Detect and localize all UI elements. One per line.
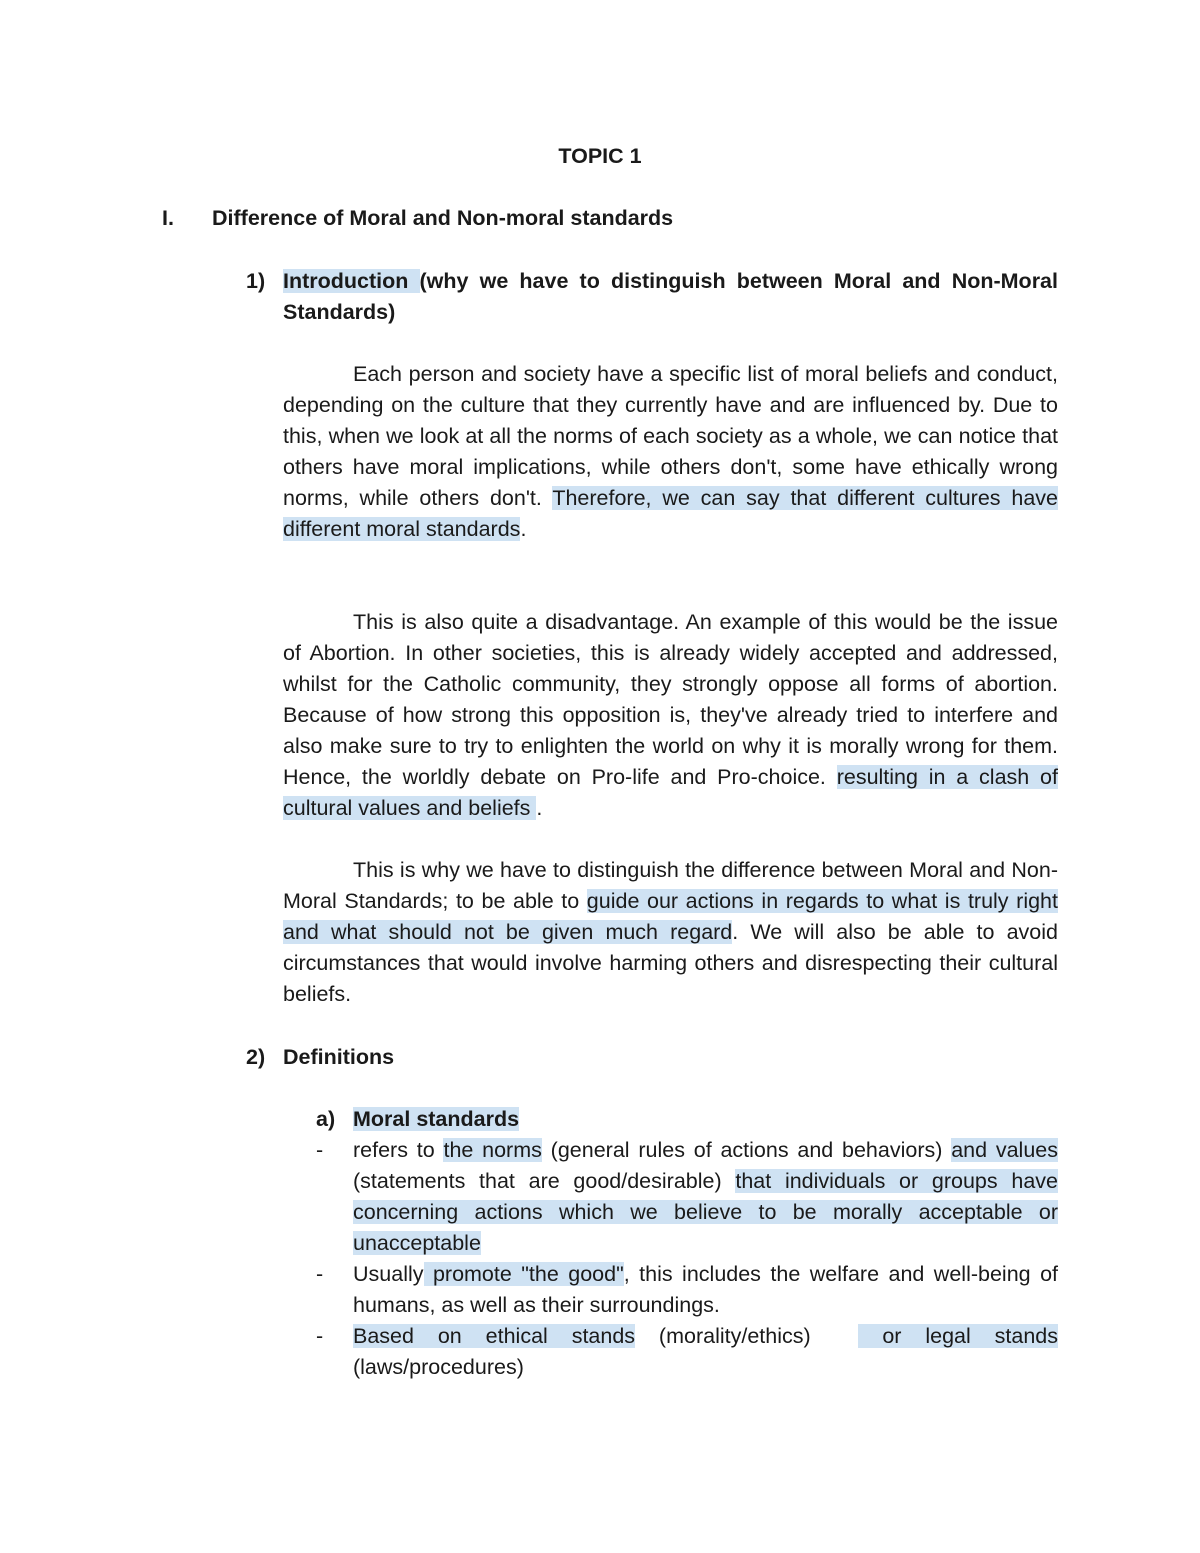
moral-standards-title: Moral standards bbox=[353, 1107, 520, 1131]
highlighted-text: resulting in a clash of cultural values and beliefs bbox=[283, 765, 1058, 820]
intro-heading bbox=[246, 266, 1058, 328]
list-item bbox=[316, 1321, 1058, 1383]
section-title: Difference of Moral and Non-moral standards bbox=[212, 206, 674, 230]
intro-number: 1) bbox=[246, 269, 266, 293]
highlighted-text: guide our actions in regards to what is truly right and what should not be given much regard bbox=[283, 889, 1058, 944]
highlighted-text: or legal stands bbox=[858, 1324, 1058, 1348]
bullet-text bbox=[353, 1259, 1058, 1321]
moral-standards-letter: a) bbox=[316, 1107, 336, 1131]
highlighted-text: and values bbox=[951, 1138, 1058, 1162]
intro-heading-rest: (why we have to distinguish between Moral and Non-Moral Standards) bbox=[283, 269, 1058, 324]
text: (morality/ethics) bbox=[635, 1324, 859, 1348]
bullet-dash: - bbox=[316, 1262, 324, 1286]
paragraph-end: . bbox=[536, 796, 543, 820]
moral-standards-heading bbox=[316, 1104, 519, 1135]
intro-paragraph-2 bbox=[283, 607, 1058, 824]
paragraph-end: . bbox=[520, 517, 527, 541]
highlighted-text: that individuals or groups have concerning actions which we believe to be morally acceptable or unacceptable bbox=[353, 1169, 1058, 1255]
text: refers to bbox=[353, 1138, 444, 1162]
highlighted-text: Based on ethical stands bbox=[353, 1324, 636, 1348]
highlighted-text: promote "the good" bbox=[423, 1262, 624, 1286]
text: , this includes the welfare and well-being of humans, as well as their surroundings. bbox=[353, 1262, 1058, 1317]
section-number: I. bbox=[162, 206, 174, 230]
paragraph-text: This is also quite a disadvantage. An example of this would be the issue of Abortion. In other societies, this is already widely accepted and addressed, whilst for the Catholic community, they strongly oppose all forms of abortion. Because of how strong this opposition is, they've already tried to interfere and also make sure to try to enlighten the world on why it is morally wrong for them. Hence, the worldly debate on Pro-life and Pro-choice. bbox=[283, 610, 1058, 789]
highlighted-text: the norms bbox=[443, 1138, 542, 1162]
definitions-number: 2) bbox=[246, 1045, 266, 1069]
text: (general rules of actions and behaviors) bbox=[541, 1138, 952, 1162]
highlighted-text: Therefore, we can say that different cultures have different moral standards bbox=[283, 486, 1059, 541]
definitions-heading bbox=[246, 1042, 394, 1073]
bullet-text bbox=[353, 1321, 1058, 1383]
paragraph-text: Each person and society have a specific list of moral beliefs and conduct, depending on the culture that they currently have and are influenced by. Due to this, when we look at all the norms of each society as a whole, we can notice that others have moral implications, while others don't, some have ethically wrong norms, while others don't. bbox=[283, 362, 1058, 510]
intro-heading-text bbox=[283, 266, 1058, 328]
bullet-dash: - bbox=[316, 1138, 324, 1162]
intro-paragraph-1 bbox=[283, 359, 1058, 545]
text: (statements that are good/desirable) bbox=[353, 1169, 736, 1193]
definitions-title: Definitions bbox=[283, 1045, 395, 1069]
paragraph-text: This is why we have to distinguish the difference between Moral and Non-Moral Standards; to be able to bbox=[283, 858, 1058, 913]
bullet-dash: - bbox=[316, 1324, 324, 1348]
list-item bbox=[316, 1259, 1058, 1321]
text: Usually bbox=[353, 1262, 424, 1286]
bullet-text bbox=[353, 1135, 1058, 1259]
intro-paragraph-3 bbox=[283, 855, 1058, 1010]
list-item bbox=[316, 1135, 1058, 1259]
text: (laws/procedures) bbox=[353, 1355, 524, 1379]
paragraph-end: . We will also be able to avoid circumstances that would involve harming others and disrespecting their cultural beliefs. bbox=[283, 920, 1058, 1006]
page-title: TOPIC 1 bbox=[558, 144, 642, 168]
intro-heading-highlight: Introduction bbox=[283, 269, 420, 293]
